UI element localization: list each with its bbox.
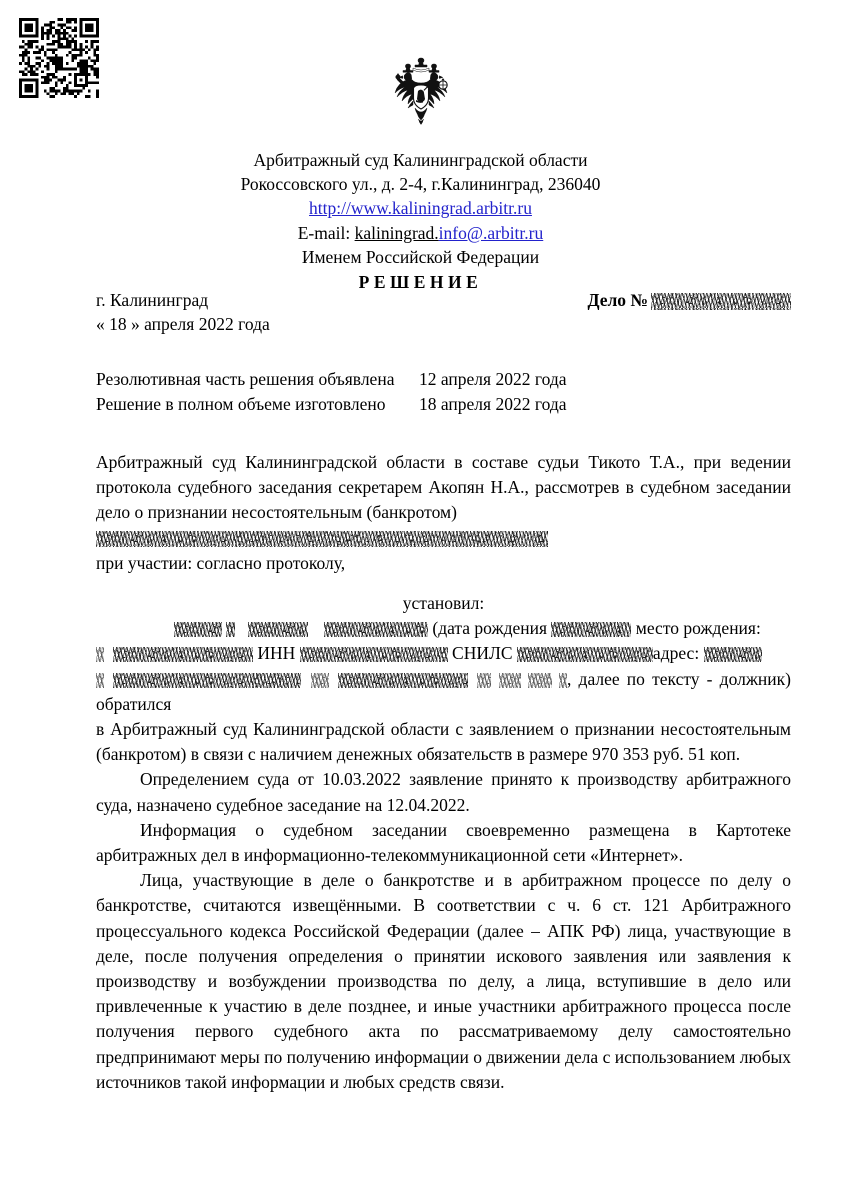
address-value-redacted-e — [477, 673, 491, 688]
participation-line: при участии: согласно протоколу, — [96, 552, 346, 573]
court-email-line — [0, 221, 841, 245]
court-address: Рокоссовского ул., д. 2-4, г.Калининград, 236040 — [240, 174, 601, 195]
court-website-line — [0, 196, 841, 220]
address-label: адрес: — [652, 643, 700, 664]
birth-place-redacted-start — [96, 647, 104, 662]
city-name: г. Калининград — [96, 290, 209, 310]
russian-coat-of-arms-icon — [388, 55, 454, 137]
birth-place-redacted — [113, 647, 253, 662]
emblem-container — [0, 55, 841, 142]
document-body — [96, 450, 791, 1095]
further-text-label: , далее по тексту - должник) обратился — [96, 668, 791, 714]
case-number-group — [587, 288, 791, 312]
address-value-redacted-f — [499, 673, 521, 688]
paragraph-information-published: Информация о судебном заседании своевременно размещена в Картотеке арбитражных дел в информационно-телекоммуникационной сети «Интернет». — [96, 819, 791, 866]
case-header-row — [96, 288, 791, 336]
application-continuation: в Арбитражный суд Калининградской области с заявлением о признании несостоятельным (банкротом) в связи с наличием денежных обязательств в размере 970 353 руб. 51 коп. — [96, 719, 791, 765]
full-decision-label: Решение в полном объеме изготовлено — [96, 394, 386, 414]
debtor-identity-line-1 — [96, 616, 791, 641]
address-value-redacted-b — [113, 673, 301, 688]
address-value-redacted-g — [528, 673, 552, 688]
date-row-full — [96, 392, 567, 417]
debtor-surname-redacted — [174, 622, 222, 637]
debtor-identity-line-2 — [96, 641, 791, 666]
birth-date-label: (дата рождения — [432, 618, 548, 639]
snils-value-redacted — [517, 647, 653, 662]
birth-date-redacted — [551, 622, 631, 637]
birth-place-label: место рождения: — [635, 618, 761, 639]
date-row-resolutive — [96, 367, 567, 392]
debtor-firstname-redacted — [248, 622, 308, 637]
address-value-redacted-c — [311, 673, 329, 688]
debtor-name-redacted-line — [96, 526, 791, 551]
paragraph-ruling-accepted: Определением суда от 10.03.2022 заявление принято к производству арбитражного суда, назначено судебное заседание на 12.04.2022. — [96, 769, 791, 815]
court-header — [0, 148, 841, 294]
established-heading: установил: — [402, 593, 485, 614]
inn-value-redacted — [300, 647, 448, 662]
decision-dates — [96, 367, 567, 417]
paragraph-notification-rule: Лица, участвующие в деле о банкротстве и в арбитражном процессе по делу о банкротстве, считаются извещёнными. В соответствии с ч. 6 ст. 121 Арбитражного процессуального кодекса Российской Федерации (далее – АПК РФ) лица, участвующие в деле, после получения определения о принятии искового заявления или заявления к производству и возбуждении производства по делу, а лица, вступившие в дело или привлеченные к участию в деле позднее, и иные участники арбитражного процесса после получения первого судебного акта по рассматриваемому делу самостоятельно предпринимают меры по получению информации о движении дела с использованием любых источников такой информации и любых средств связи. — [96, 870, 791, 1092]
address-redacted-start — [96, 673, 104, 688]
case-number-redacted — [651, 293, 791, 310]
document-title: РЕШЕНИЕ — [358, 272, 483, 293]
resolutive-part-label: Резолютивная часть решения объявлена — [96, 369, 395, 389]
debtor-name-redacted — [96, 531, 548, 547]
address-value-redacted-d — [338, 673, 468, 688]
email-local-part: kaliningrad. — [354, 222, 439, 243]
in-name-of-federation: Именем Российской Федерации — [301, 246, 540, 267]
address-value-redacted-h — [559, 673, 567, 688]
court-composition-paragraph: Арбитражный суд Калининградской области в составе судьи Тикото Т.А., при ведении протокола судебного заседания секретарем Акопян Н.А., рассмотрев в судебном заседании дело о признании несостоятельным (банкротом) — [96, 452, 791, 523]
resolutive-part-date: 12 апреля 2022 года — [419, 369, 567, 389]
inn-label: ИНН — [257, 643, 296, 664]
debtor-initial-redacted — [226, 622, 235, 637]
case-number-label: Дело № — [587, 290, 648, 310]
email-label: E-mail: — [297, 222, 355, 243]
address-value-redacted-a — [704, 647, 762, 662]
full-decision-date: 18 апреля 2022 года — [419, 394, 567, 414]
decision-date: « 18 » апреля 2022 года — [96, 314, 270, 334]
debtor-patronymic-redacted — [324, 622, 428, 637]
court-name: Арбитражный суд Калининградской области — [253, 150, 588, 170]
snils-label: СНИЛС — [452, 643, 513, 664]
court-website-link[interactable]: http://www.kaliningrad.arbitr.ru — [309, 198, 532, 219]
debtor-identity-line-3 — [96, 667, 791, 717]
court-email-link[interactable]: info@.arbitr.ru — [438, 222, 544, 243]
